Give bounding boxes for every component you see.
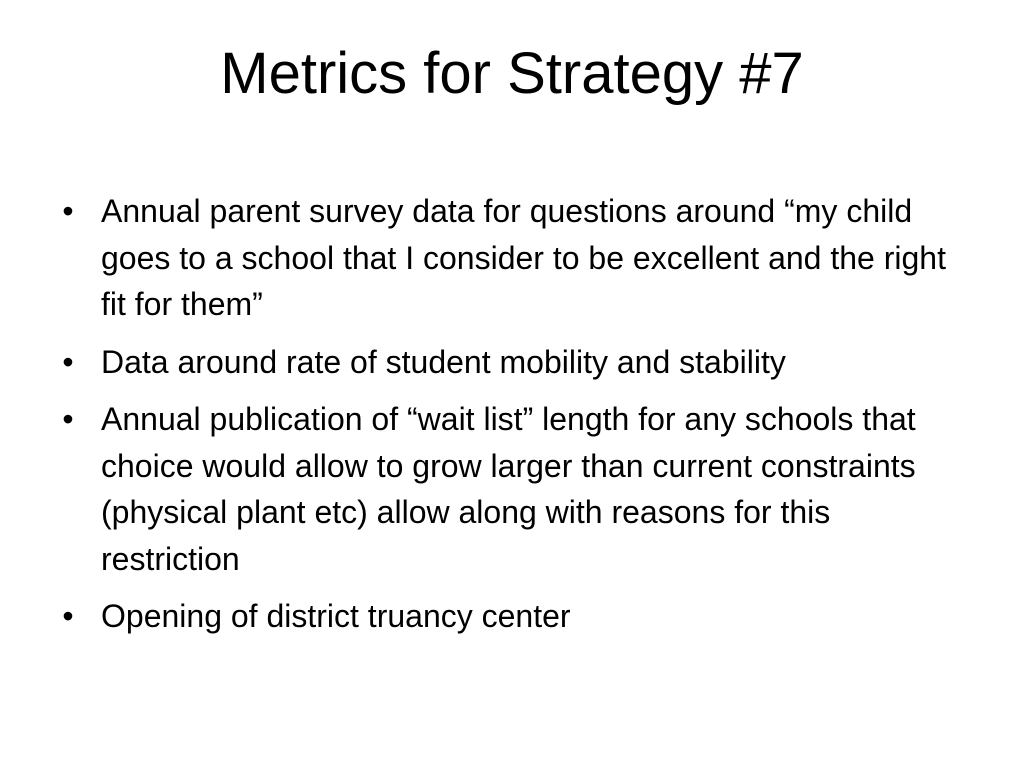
slide-title: Metrics for Strategy #7 [220,41,804,106]
bullet-item [56,339,976,386]
bullet-text: Annual publication of “wait list” length for any schools that choice would allow to grow larger than current constraints (physical plant etc) allow along with reasons for this restriction [101,401,916,577]
bullet-item [56,593,976,640]
bullet-marker: • [62,343,74,380]
bullet-marker: • [62,193,74,229]
bullet-marker: • [62,401,74,437]
bullet-marker: • [62,598,74,634]
bullet-item [56,188,976,328]
bullet-text: Data around rate of student mobility and stability [101,343,786,380]
bullet-item [56,396,976,582]
bullet-list [56,188,976,651]
bullet-text: Opening of district truancy center [101,598,571,634]
bullet-text: Annual parent survey data for questions around “my child goes to a school that I consider to be excellent and the right fit for them” [101,193,946,322]
